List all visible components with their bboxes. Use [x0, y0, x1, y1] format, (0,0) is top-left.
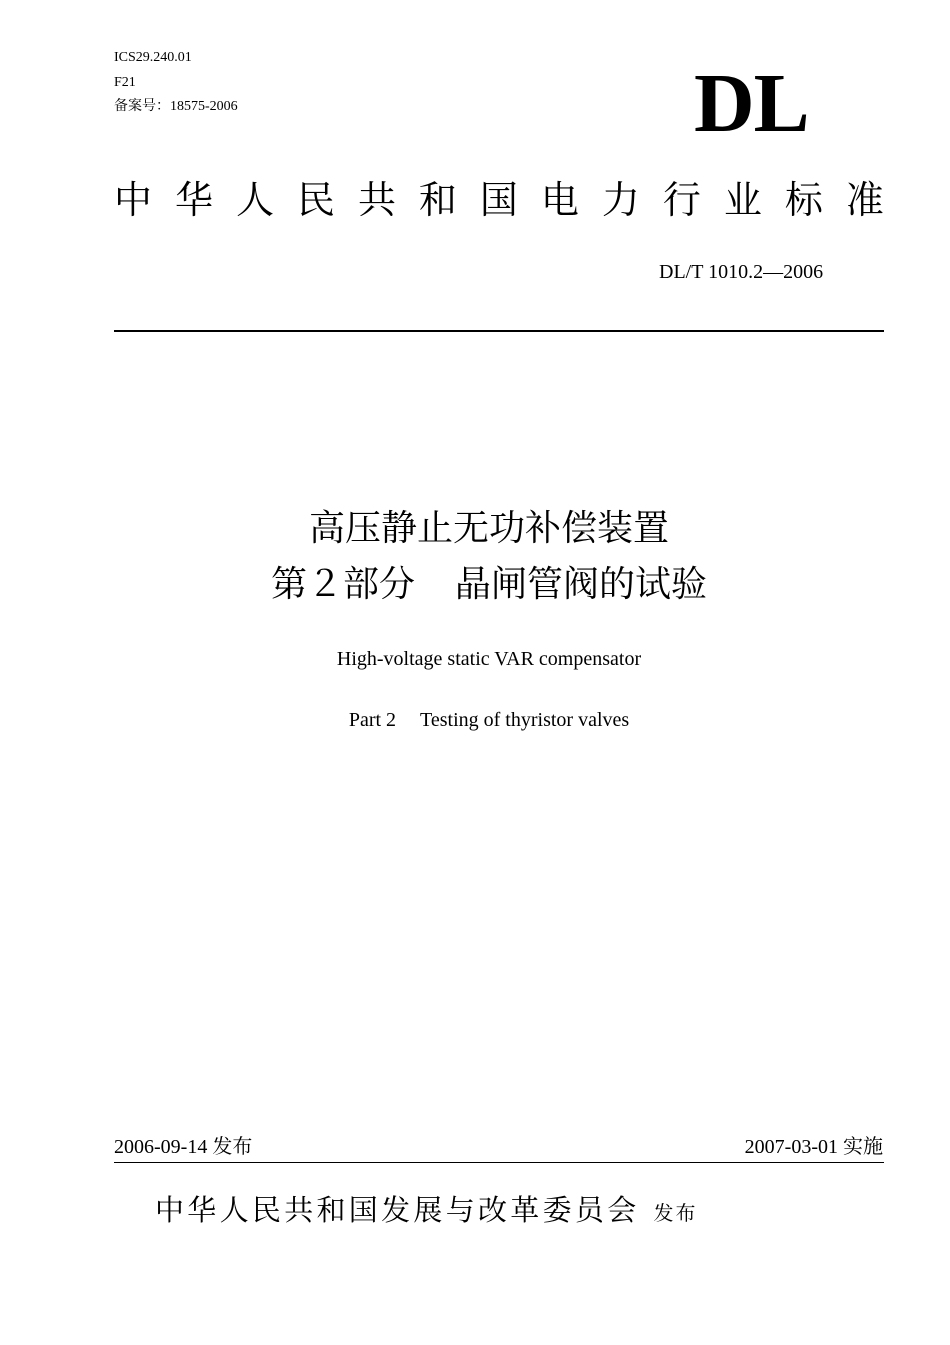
title-english-part-number: Part 2 [348, 709, 397, 731]
title-english-subtitle: Testing of thyristor valves [420, 709, 630, 731]
standard-title-char: 国 [479, 178, 518, 222]
standard-title-char: 华 [174, 178, 213, 222]
implementation-date: 2007-03-01 实施 [744, 1136, 883, 1158]
standard-title-char: 人 [235, 178, 274, 222]
ics-code: ICS29.240.01 [114, 50, 192, 65]
standard-title-char: 行 [662, 178, 701, 222]
record-number: 备案号：18575-2006 [114, 99, 238, 114]
standard-title-char: 电 [540, 178, 579, 222]
standard-number: DL/T 1010.2—2006 [659, 261, 824, 283]
title-chinese-main: 高压静止无功补偿装置 [308, 508, 669, 549]
standard-title-char: 力 [601, 178, 640, 222]
title-chinese-part-number: 第２部分 [270, 564, 415, 605]
standard-title-char: 标 [784, 178, 823, 222]
issue-date: 2006-09-14 发布 [114, 1136, 253, 1158]
dl-logo: DL [694, 57, 809, 150]
standard-category-title [114, 176, 884, 224]
bottom-divider [114, 1162, 884, 1163]
issuer-line [155, 1190, 698, 1235]
standard-title-char: 中 [114, 178, 153, 222]
standard-title-char: 业 [723, 178, 762, 222]
title-english-part [0, 708, 950, 732]
standard-title-char: 准 [845, 178, 884, 222]
title-chinese-subtitle: 晶闸管阀的试验 [455, 564, 708, 605]
title-english-main: High-voltage static VAR compensator [336, 648, 642, 670]
standard-title-char: 共 [357, 178, 396, 222]
standard-title-char: 民 [296, 178, 335, 222]
issuer-suffix: 发布 [653, 1201, 698, 1225]
title-chinese-part [0, 562, 950, 608]
top-divider [114, 330, 884, 332]
standard-title-char: 和 [418, 178, 457, 222]
classification-code: F21 [114, 75, 136, 90]
issuer-name: 中华人民共和国发展与改革委员会 [155, 1193, 640, 1227]
